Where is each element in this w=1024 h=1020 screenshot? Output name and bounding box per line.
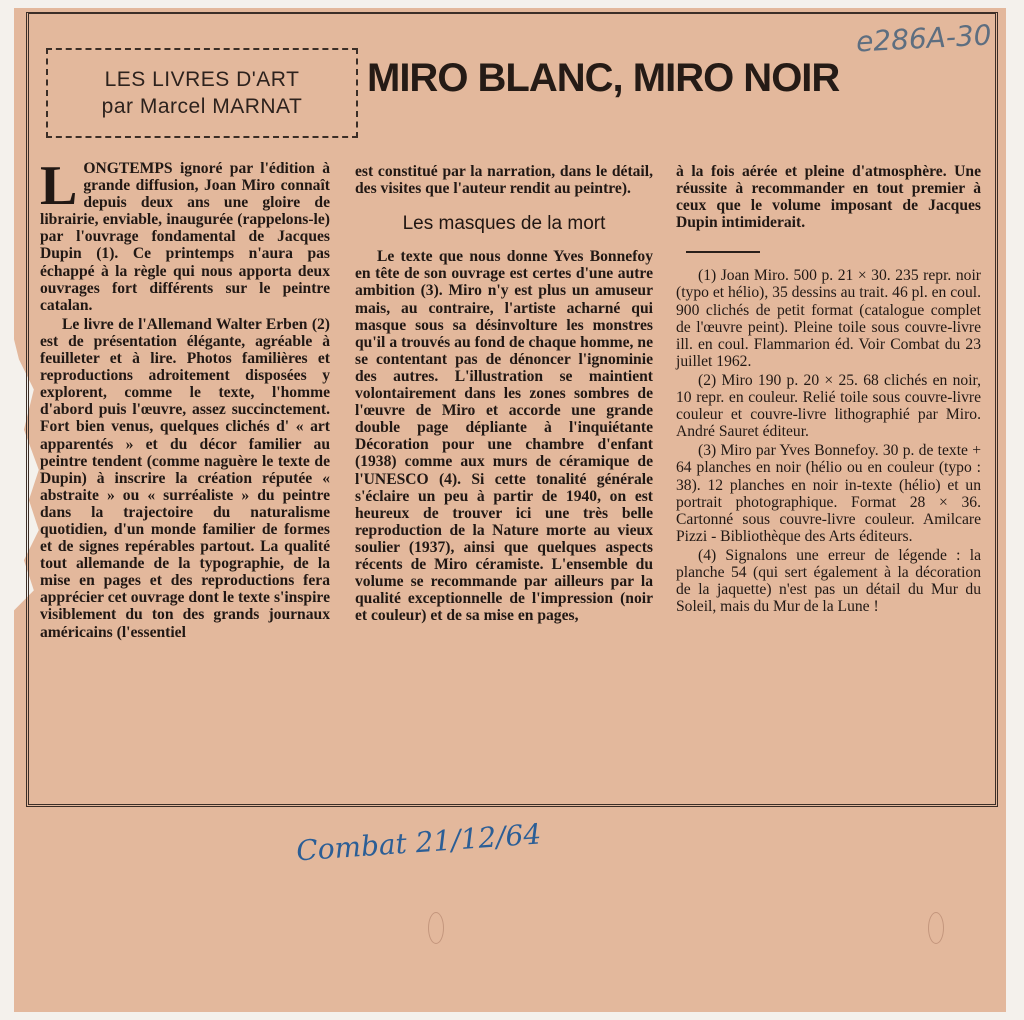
paper-crease-mark: [928, 912, 944, 944]
column-label: [46, 48, 358, 138]
column-1: [40, 155, 330, 641]
notes-divider: [686, 251, 760, 253]
handwritten-source-note: Combat 21/12/64: [295, 817, 543, 868]
col2-paragraph-2: Le texte que nous donne Yves Bonnefoy en tête de son ouvrage est certes d'une autre ambition (3). Miro n'y est plus un amuseur mais, au contraire, l'artiste acharné qui masque sous sa désinvolture les monstres qu'il a trouvés au fond de chaque homme, ne se contentant pas de dénoncer l'ignominie des autres. L'illustration se maintient volontairement dans les zones sombres de l'œuvre de Miro et accorde une grande double page dépliante à l'inquiétante Décoration pour une chambre d'enfant (1938) comme aux murs de céramique de l'UNESCO (4). Si cette tonalité générale s'éclaire un peu à partir de 1940, on est heureux de trouver ici une très belle reproduction de la Nature morte au vieux soulier (1937), ainsi que quelques aspects récents de Miro céramiste. L'ensemble du volume se recommande par ailleurs par la qualité exceptionnelle de l'impression (noir et couleur) et de sa mise en pages,: [355, 248, 653, 625]
footnote-1: (1) Joan Miro. 500 p. 21 × 30. 235 repr. noir (typo et hélio), 35 dessins au trait. 46 pl. en coul. 900 clichés de petit format (catalogue complet de l'œuvre peint). Pleine toile sous couvre-livre ill. en coul. Flammarion éd. Voir Combat du 23 juillet 1962.: [676, 267, 981, 370]
col1-paragraph-2: Le livre de l'Allemand Walter Erben (2) est de présentation élégante, agréable à feuilleter et à lire. Photos familières et reproductions adroitement disposées y explorent, comme le texte, l'homme d'abord puis l'œuvre, assez succinctement. Fort bien venus, quelques clichés d' « art apparentés » et du décor familier au peintre tendent (comme naguère le texte de Dupin) à inscrire la création réputée « abstraite » ou « surréaliste » du peintre dans la trajectoire du naturalisme quotidien, d'un monde familier de formes et de signes repérables partout. La qualité tout allemande de la typographie, de la mise en pages et des reproductions fera apprécier cet ouvrage dont le texte s'inspire visiblement du ton des grands journaux américains (l'essentiel: [40, 315, 330, 641]
section-subhead: Les masques de la mort: [402, 213, 606, 235]
column-3: [676, 163, 981, 615]
dropcap: L: [40, 155, 78, 217]
archive-mark: e286A-30: [855, 18, 993, 59]
col2-paragraph-1: est constitué par la narration, dans le détail, des visites que l'auteur rendit au peintre).: [355, 163, 653, 198]
col1-paragraph-1: ONGTEMPS ignoré par l'édition à grande diffusion, Joan Miro connaît depuis deux ans une gloire de librairie, enviable, inaugurée (rappelons-le) par l'ouvrage fondamental de Jacques Dupin (1). Ce printemps n'aura pas échappé à la règle qui nous apporta deux ouvrages fort différents sur le peintre catalan.: [40, 160, 330, 314]
col3-paragraph-1: à la fois aérée et pleine d'atmosphère. Une réussite à recommander en tout premier à ceux que le volume imposant de Jacques Dupin intimiderait.: [676, 163, 981, 232]
column-2: [355, 163, 653, 624]
footnote-4: (4) Signalons une erreur de légende : la planche 54 (qui sert également à la décoration de la jaquette) n'est pas un détail du Mur du Soleil, mais du Mur de la Lune !: [676, 546, 981, 616]
article-headline: MIRO BLANC, MIRO NOIR: [367, 56, 840, 100]
column-label-author: par Marcel MARNAT: [101, 95, 303, 118]
paper-crease-mark: [428, 912, 444, 944]
footnotes: [676, 267, 981, 615]
footnote-3: (3) Miro par Yves Bonnefoy. 30 p. de texte + 64 planches en noir (hélio ou en couleur (typo : 38). 12 planches en noir in-texte (hélio) et un portrait photographique. Format 28 × 36. Cartonné sous couvre-livre couleur. Amilcare Pizzi - Bibliothèque des Arts éditeurs.: [676, 442, 981, 545]
footnote-2: (2) Miro 190 p. 20 × 25. 68 clichés en noir, 10 repr. en couleur. Relié toile sous couvre-livre couleur et couvre-livre lithographié par Miro. André Sauret éditeur.: [676, 371, 981, 441]
column-label-title: LES LIVRES D'ART: [104, 67, 300, 91]
